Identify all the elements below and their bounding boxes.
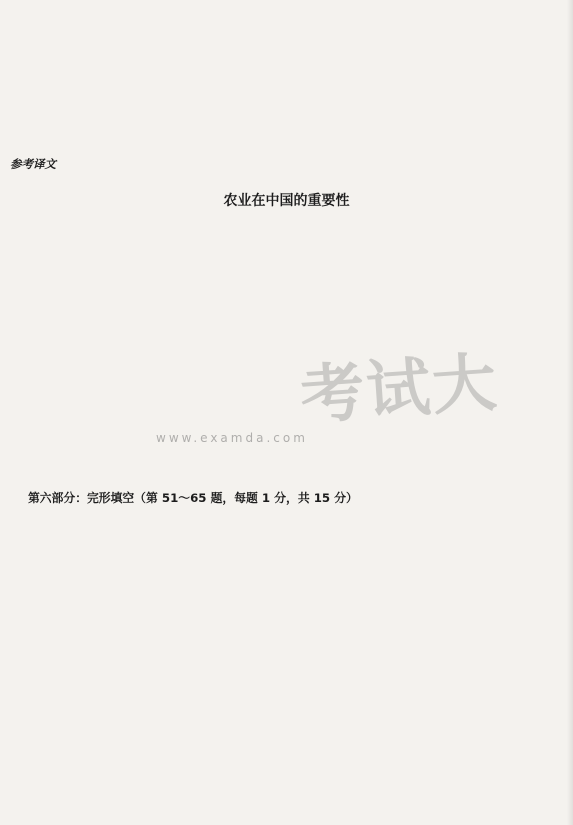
reference-heading: 参考译文 — [10, 157, 56, 171]
scan-edge-shadow — [567, 0, 573, 825]
watermark-url: www.examda.com — [156, 431, 308, 445]
watermark-logo: 考试大 — [298, 346, 501, 434]
article-title: 农业在中国的重要性 — [223, 193, 350, 209]
section-heading: 第六部分：完形填空（第 51～65 题，每题 1 分，共 15 分） — [28, 491, 358, 505]
